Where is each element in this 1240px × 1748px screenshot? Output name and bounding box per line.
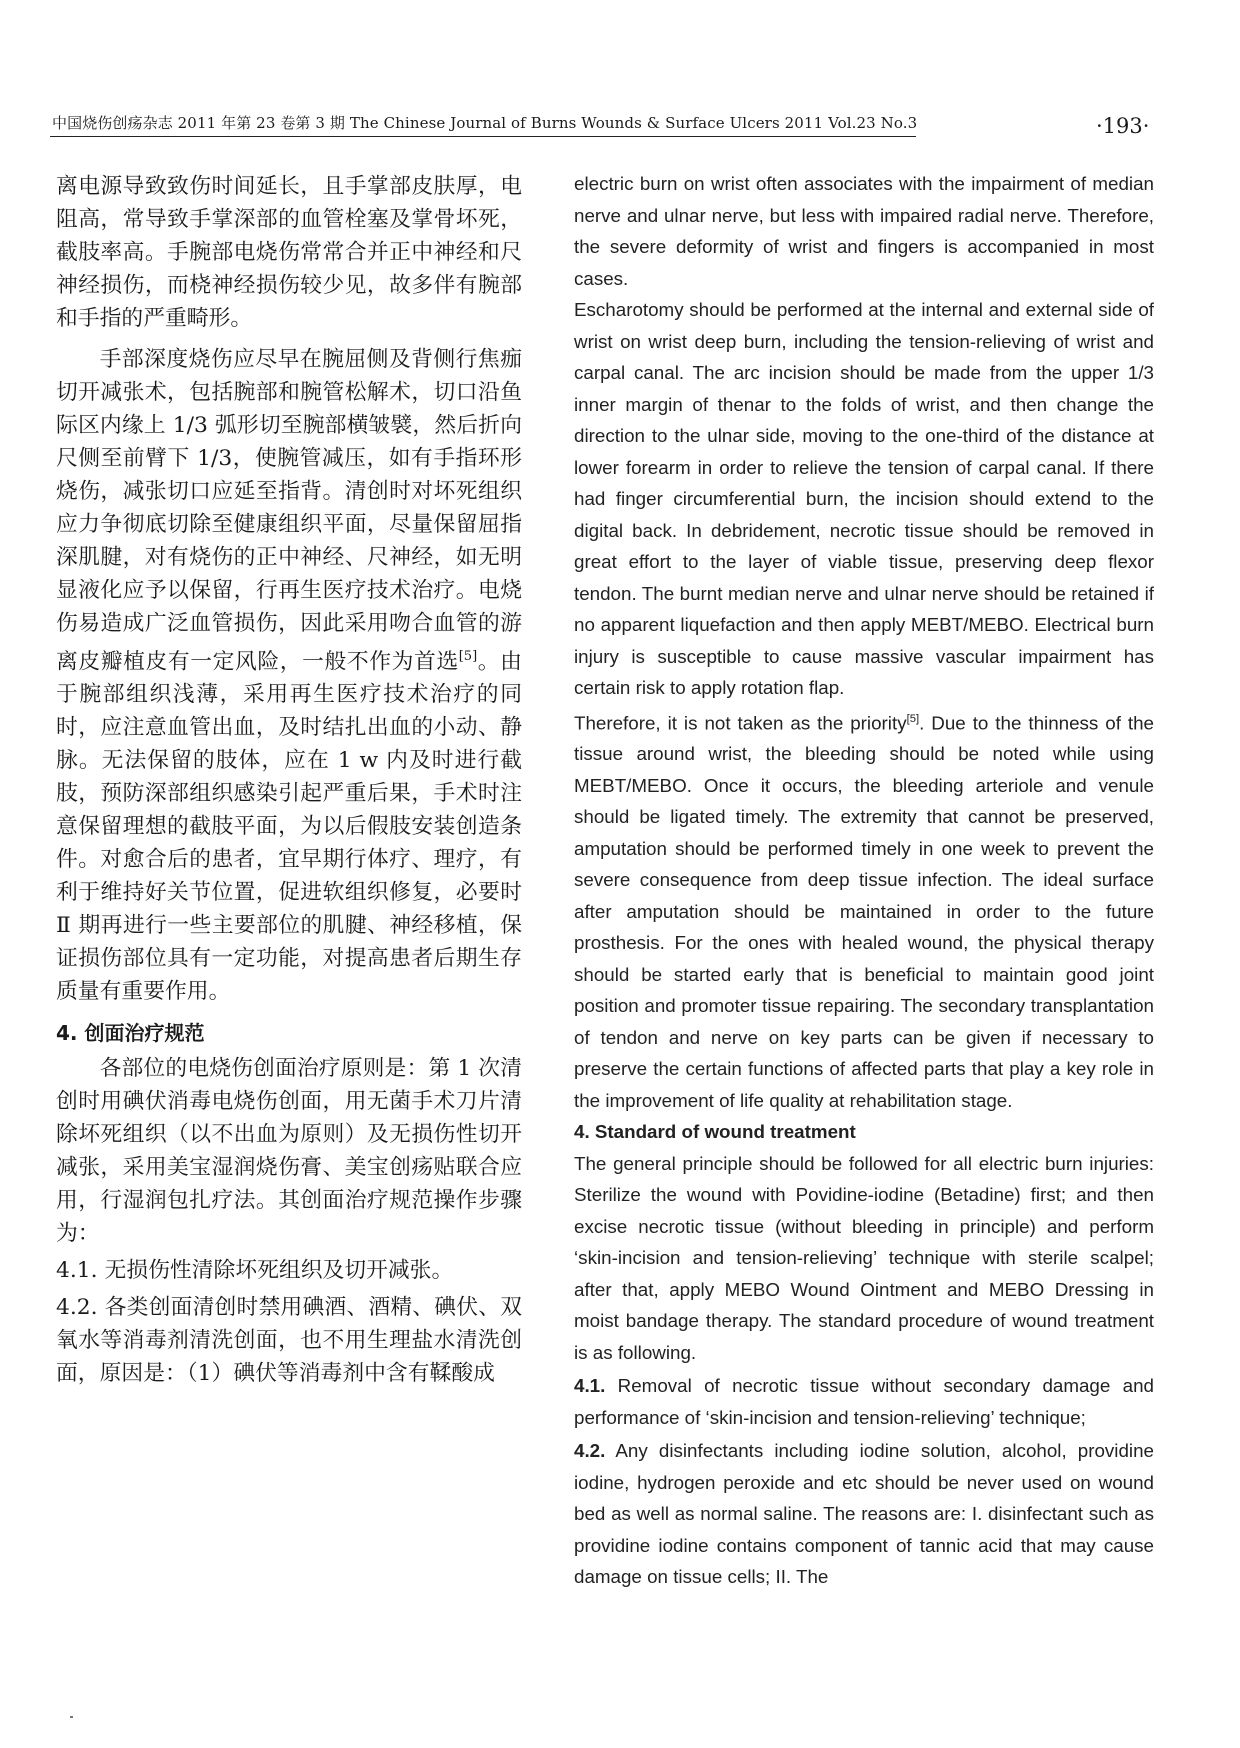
- en-step-4-2-text: Any disinfectants including iodine solution, alcohol, providine iodine, hydrogen peroxide and etc should be never used on wound bed as well as normal saline. The reasons are: I. disinfectant such as providine iodine contains component of tannic acid that may cause damage on tissue cells; II. The: [574, 1440, 1154, 1588]
- cn-citation: [5]: [458, 649, 478, 664]
- en-paragraph-2: Escharotomy should be performed at the internal and external side of wrist on wrist deep burn, including the tension-relieving of wrist and carpal canal. The arc incision should be made from the upper 1/3 inner margin of thenar to the folds of wrist, and then change the direction to the ulnar side, moving to the one-third of the distance at lower forearm in order to relieve the tension of carpal canal. If there had finger circumferential burn, the incision should extend to the digital back. In debridement, necrotic tissue should be removed in great effort to the layer of viable tissue, preserving deep flexor tendon. The burnt median nerve and ulnar nerve should be retained if no apparent liquefaction and then apply MEBT/MEBO. Electrical burn injury is susceptible to cause massive vascular impairment has certain risk to apply rotation flap.: [574, 299, 1154, 698]
- cn-paragraph-2: [56, 343, 522, 1008]
- cn-paragraph-2a: 手部深度烧伤应尽早在腕屈侧及背侧行焦痂切开减张术，包括腕部和腕管松解术，切口沿鱼际区内缘上 1/3 弧形切至腕部横皱襞，然后折向尺侧至前臂下 1/3，使腕管减压，如有手指环形烧伤，减张切口应延至指背。清创时对坏死组织应力争彻底切除至健康组织平面，尽量保留屈指深肌腱，对有烧伤的正中神经、尺神经，如无明显液化应予以保留，行再生医疗技术治疗。电烧伤易造成广泛血管损伤，因此采用吻合血管的游离皮瓣植皮有一定风险，一般不作为首选: [56, 347, 522, 675]
- en-paragraph-4: The general principle should be followed for all electric burn injuries: Sterilize the wound with Povidine-iodine (Betadine) first; and then excise necrotic tissue (without bleeding in principle) and perform ‘skin-incision and tension-relieving’ technique with sterile scalpel; after that, apply MEBO Wound Ointment and MEBO Dressing in moist bandage therapy. The standard procedure of wound treatment is as following.: [574, 1152, 1154, 1363]
- en-citation: [5]: [906, 712, 920, 725]
- cn-step-4-1: 4.1. 无损伤性清除坏死组织及切开减张。: [56, 1258, 454, 1284]
- en-step-4-1-number: 4.1.: [574, 1375, 606, 1397]
- chinese-column: [56, 170, 522, 1390]
- running-header: 中国烧伤创疡杂志 2011 年第 23 卷第 3 期 The Chinese Journal of Burns Wounds & Surface Ulcers 2011 Vol.23 No.3: [52, 114, 918, 132]
- en-section-heading: 4. Standard of wound treatment: [574, 1121, 856, 1143]
- english-column: [574, 168, 1154, 1593]
- scan-artifact: [70, 1716, 73, 1718]
- en-paragraph-3: [574, 704, 1154, 1117]
- cn-section-heading: 4. 创面治疗规范: [56, 1021, 205, 1046]
- en-step-4-2: [574, 1435, 1154, 1593]
- en-step-4-1-text: Removal of necrotic tissue without secondary damage and performance of ‘skin-incision and tension-relieving’ technique;: [574, 1375, 1154, 1428]
- cn-paragraph-2b: 。由于腕部组织浅薄，采用再生医疗技术治疗的同时，应注意血管出血，及时结扎出血的小动、静脉。无法保留的肢体，应在 1 w 内及时进行截肢，预防深部组织感染引起严重后果，手术时注意保留理想的截肢平面，为以后假肢安装创造条件。对愈合后的患者，宜早期行体疗、理疗，有利于维持好关节位置，促进软组织修复，必要时 Ⅱ 期再进行一些主要部位的肌腱、神经移植，保证损伤部位具有一定功能，对提高患者后期生存质量有重要作用。: [56, 649, 522, 1005]
- cn-paragraph-1: 离电源导致致伤时间延长，且手掌部皮肤厚，电阻高，常导致手掌深部的血管栓塞及掌骨坏死，截肢率高。手腕部电烧伤常常合并正中神经和尺神经损伤，而桡神经损伤较少见，故多伴有腕部和手指的严重畸形。: [56, 174, 522, 331]
- header-rule: [50, 136, 916, 137]
- cn-paragraph-3: 各部位的电烧伤创面治疗原则是：第 1 次清创时用碘伏消毒电烧伤创面，用无菌手术刀片清除坏死组织（以不出血为原则）及无损伤性切开减张，采用美宝湿润烧伤膏、美宝创疡贴联合应用，行湿润包扎疗法。其创面治疗规范操作步骤为：: [56, 1056, 522, 1247]
- en-step-4-1: [574, 1370, 1154, 1433]
- cn-step-4-2: 4.2. 各类创面清创时禁用碘酒、酒精、碘伏、双氧水等消毒剂清洗创面，也不用生理盐水清洗创面，原因是：（1）碘伏等消毒剂中含有鞣酸成: [56, 1295, 522, 1387]
- en-paragraph-1: electric burn on wrist often associates with the impairment of median nerve and ulnar nerve, but less with impaired radial nerve. Therefore, the severe deformity of wrist and fingers is accompanied in most cases.: [574, 173, 1154, 289]
- en-step-4-2-number: 4.2.: [574, 1440, 606, 1462]
- en-paragraph-3a: Therefore, it is not taken as the priority: [574, 711, 907, 733]
- page-number: ·193·: [1096, 114, 1150, 138]
- en-paragraph-3b: . Due to the thinness of the tissue around wrist, the bleeding should be noted while using MEBT/MEBO. Once it occurs, the bleeding arteriole and venule should be ligated timely. The extremity that cannot be preserved, amputation should be performed timely in one week to prevent the severe consequence from deep tissue infection. The ideal surface after amputation should be maintained in order to the future prosthesis. For the ones with healed wound, the physical therapy should be started early that is beneficial to maintain good joint position and promoter tissue repairing. The secondary transplantation of tendon and nerve on key parts can be given if necessary to preserve the certain functions of affected parts that play a key role in the improvement of life quality at rehabilitation stage.: [574, 711, 1154, 1111]
